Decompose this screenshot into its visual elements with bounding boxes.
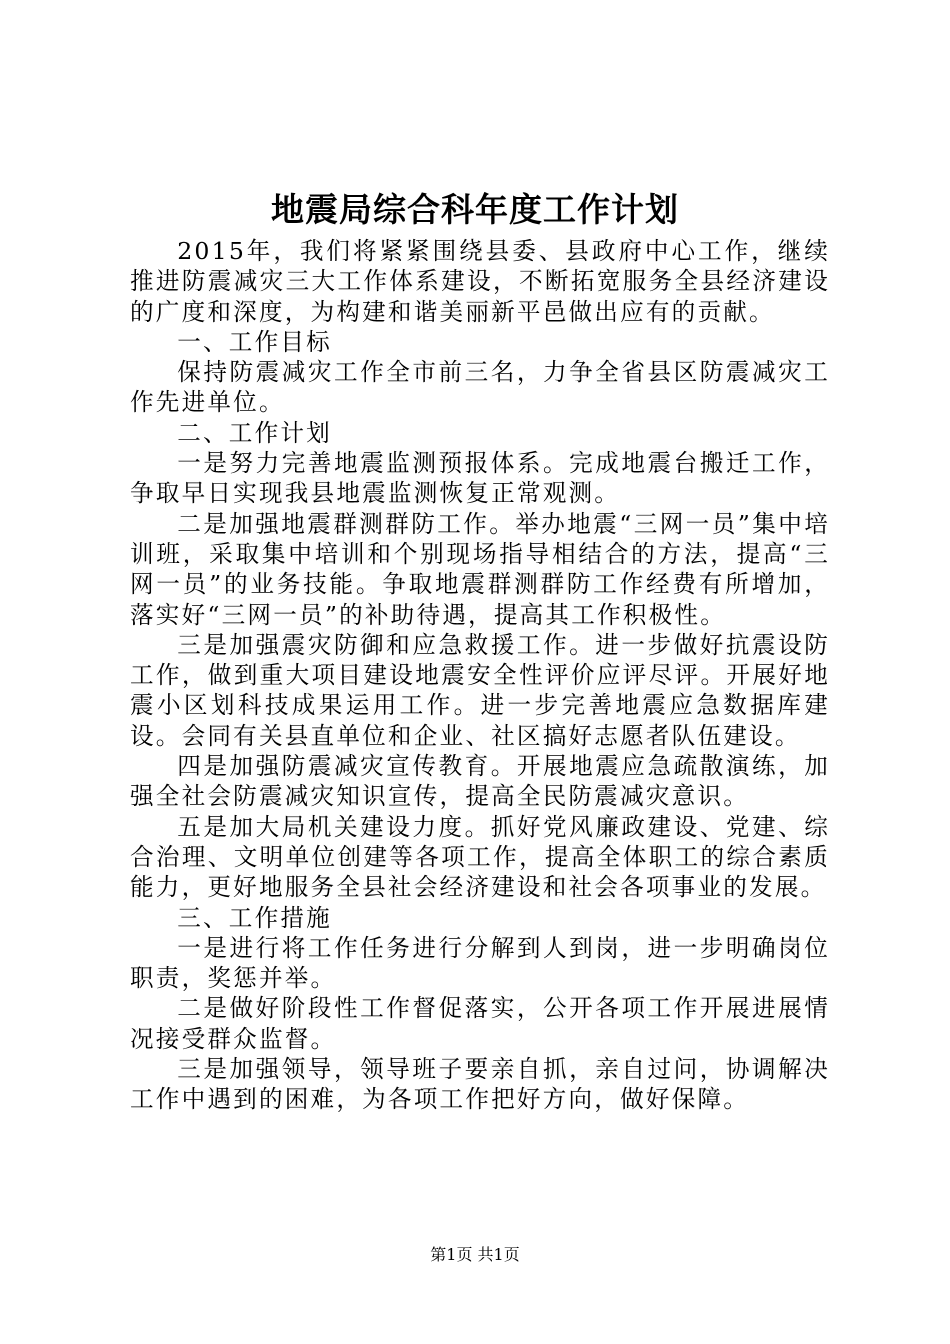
paragraph: 一是进行将工作任务进行分解到人到岗，进一步明确岗位职责，奖惩并举。: [130, 933, 830, 993]
paragraph: 一是努力完善地震监测预报体系。完成地震台搬迁工作，争取早日实现我县地震监测恢复正常观测。: [130, 449, 830, 508]
paragraph: 四是加强防震减灾宣传教育。开展地震应急疏散演练，加强全社会防震减灾知识宣传，提高全民防震减灾意识。: [130, 752, 830, 811]
intro-paragraph: 2015年，我们将紧紧围绕县委、县政府中心工作，继续推进防震减灾三大工作体系建设，不断拓宽服务全县经济建设的广度和深度，为构建和谐美丽新平邑做出应有的贡献。: [130, 237, 830, 326]
paragraph: 五是加大局机关建设力度。抓好党风廉政建设、党建、综合治理、文明单位创建等各项工作，提高全体职工的综合素质能力，更好地服务全县社会经济建设和社会各项事业的发展。: [130, 812, 830, 902]
paragraph: 三是加强领导，领导班子要亲自抓，亲自过问，协调解决工作中遇到的困难，为各项工作把好方向，做好保障。: [130, 1055, 830, 1114]
page-number-footer: 第1页 共1页: [430, 1245, 520, 1264]
section-heading-goals: 一、工作目标: [177, 327, 332, 356]
section-heading-measures: 三、工作措施: [177, 903, 332, 932]
paragraph: 三是加强震灾防御和应急救援工作。进一步做好抗震设防工作，做到重大项目建设地震安全性评价应评尽评。开展好地震小区划科技成果运用工作。进一步完善地震应急数据库建设。会同有关县直单位和企业、社区搞好志愿者队伍建设。: [130, 630, 830, 750]
paragraph: 二是加强地震群测群防工作。举办地震“三网一员”集中培训班，采取集中培训和个别现场指导相结合的方法，提高“三网一员”的业务技能。争取地震群测群防工作经费有所增加，落实好“三网一员”的补助待遇，提高其工作积极性。: [130, 509, 830, 629]
page-title: 地震局综合科年度工作计划: [271, 190, 679, 229]
paragraph: 保持防震减灾工作全市前三名，力争全省县区防震减灾工作先进单位。: [130, 358, 830, 417]
document-body: [130, 236, 830, 1115]
paragraph: 二是做好阶段性工作督促落实，公开各项工作开展进展情况接受群众监督。: [130, 994, 830, 1053]
section-heading-plan: 二、工作计划: [177, 418, 332, 447]
